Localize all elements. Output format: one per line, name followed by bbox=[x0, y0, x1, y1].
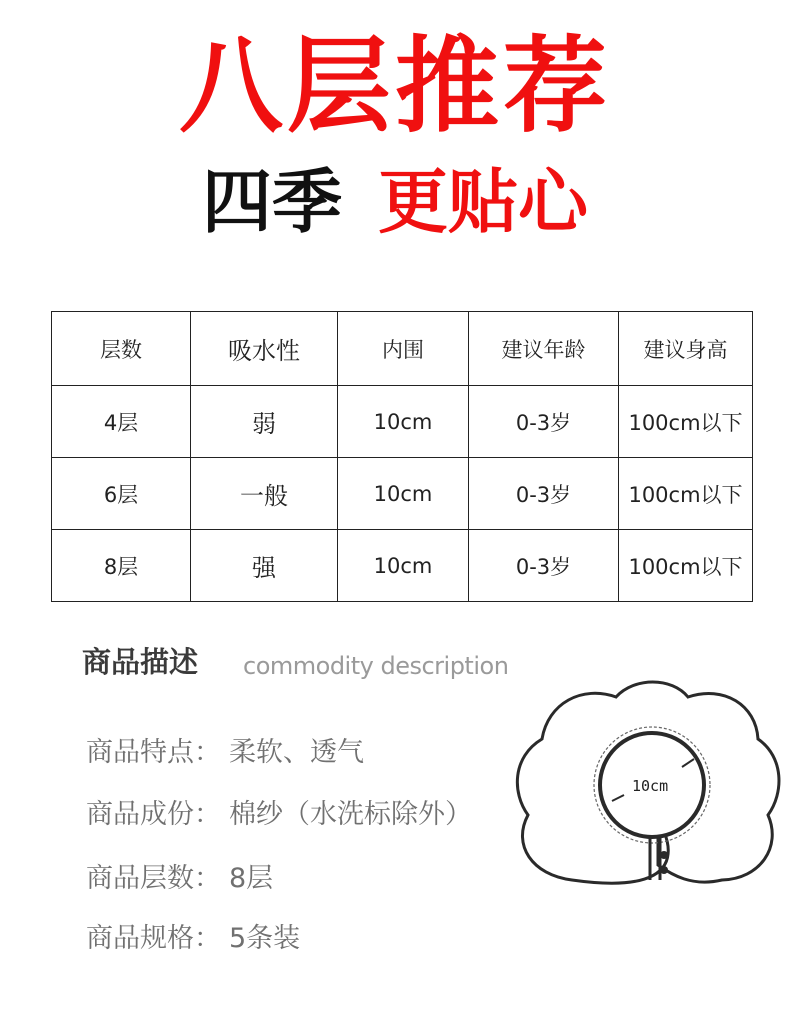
cell-height: 100cm以下 bbox=[619, 530, 753, 602]
info-label: 商品层数： bbox=[86, 863, 221, 894]
table-row bbox=[52, 530, 753, 602]
info-material bbox=[86, 792, 472, 831]
cell-layers: 4层 bbox=[52, 386, 191, 458]
info-value: 棉纱（水洗标除外） bbox=[229, 799, 472, 830]
header-cell-height: 建议身高 bbox=[619, 312, 753, 386]
snap-button-icon bbox=[660, 851, 668, 859]
description-title: 商品描述 bbox=[82, 645, 199, 679]
cell-layers: 6层 bbox=[52, 458, 191, 530]
cell-height: 100cm以下 bbox=[619, 458, 753, 530]
header-cell-absorbency: 吸水性 bbox=[191, 312, 338, 386]
table-header-row bbox=[52, 312, 753, 386]
flower-bib-collar-icon bbox=[512, 675, 784, 905]
info-label: 商品成份： bbox=[86, 799, 221, 830]
cell-inner: 10cm bbox=[338, 386, 469, 458]
cell-age: 0-3岁 bbox=[469, 530, 619, 602]
cell-layers: 8层 bbox=[52, 530, 191, 602]
subtitle-black: 四季 bbox=[202, 161, 342, 243]
table-row bbox=[52, 458, 753, 530]
page-subtitle bbox=[0, 160, 790, 244]
header-cell-age: 建议年龄 bbox=[469, 312, 619, 386]
info-label: 商品规格： bbox=[86, 923, 221, 954]
cell-absorbency: 强 bbox=[191, 530, 338, 602]
subtitle-red: 更贴心 bbox=[378, 161, 588, 243]
snap-button-icon bbox=[660, 866, 668, 874]
description-subtitle: commodity description bbox=[243, 652, 509, 680]
info-spec bbox=[86, 916, 300, 955]
info-layers bbox=[86, 856, 273, 895]
info-value: 8层 bbox=[229, 863, 274, 894]
cell-age: 0-3岁 bbox=[469, 386, 619, 458]
cell-height: 100cm以下 bbox=[619, 386, 753, 458]
info-value: 柔软、透气 bbox=[229, 737, 364, 768]
cell-inner: 10cm bbox=[338, 458, 469, 530]
cell-age: 0-3岁 bbox=[469, 458, 619, 530]
cell-inner: 10cm bbox=[338, 530, 469, 602]
info-label: 商品特点： bbox=[86, 737, 221, 768]
header-cell-layers: 层数 bbox=[52, 312, 191, 386]
cell-absorbency: 弱 bbox=[191, 386, 338, 458]
info-value: 5条装 bbox=[229, 923, 301, 954]
header-cell-inner: 内围 bbox=[338, 312, 469, 386]
info-feature bbox=[86, 730, 364, 769]
table-row bbox=[52, 386, 753, 458]
spec-table bbox=[51, 311, 753, 602]
page-title: 八层推荐 bbox=[178, 25, 611, 147]
cell-absorbency: 一般 bbox=[191, 458, 338, 530]
size-label: 10cm bbox=[632, 777, 669, 795]
